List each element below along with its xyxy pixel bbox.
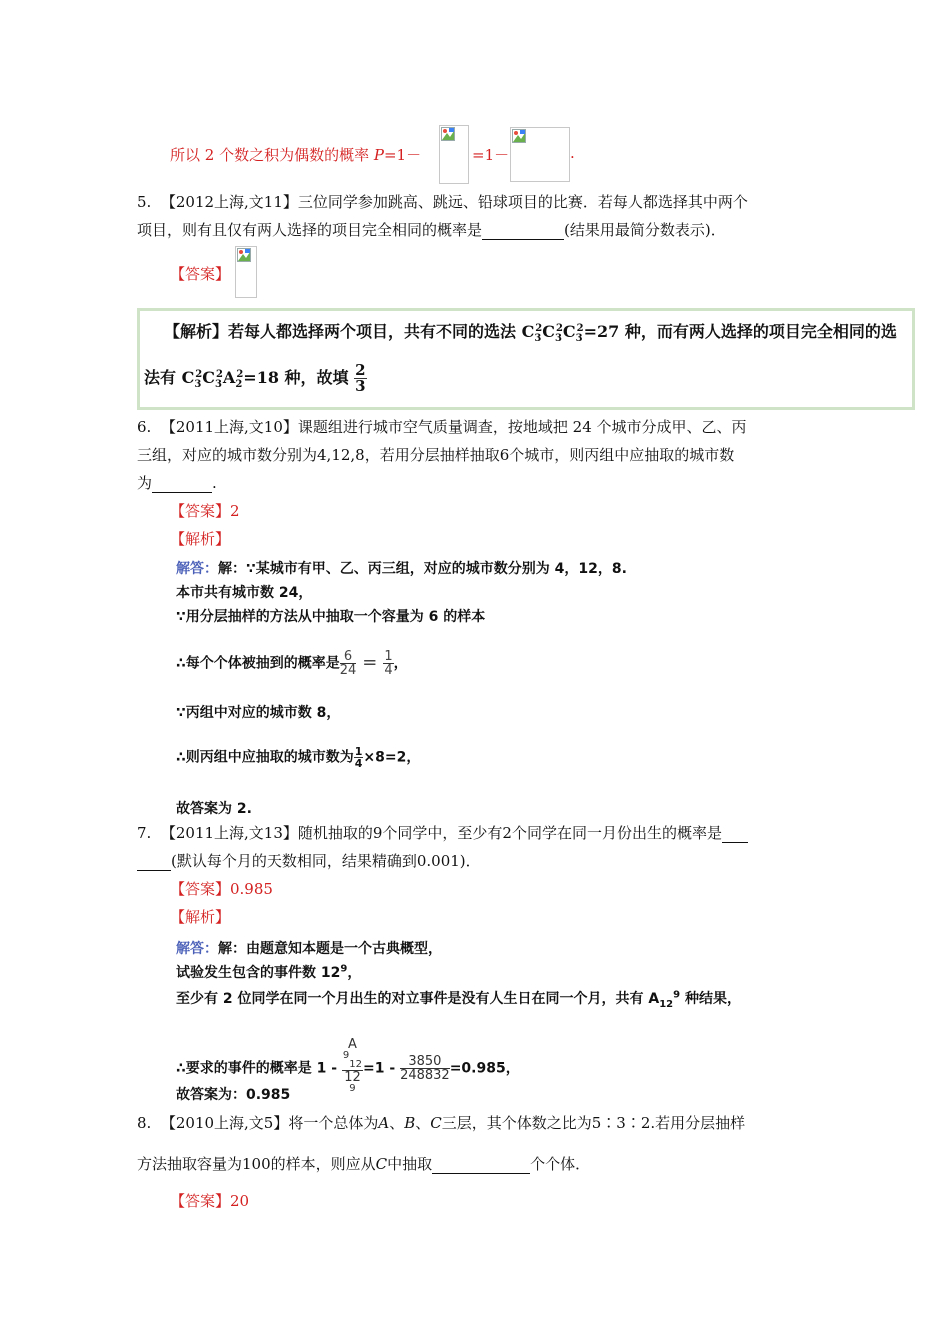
analysis-text: 【解析】若每人都选择两个项目，共有不同的选法 — [164, 322, 522, 341]
solution-text: ， — [347, 965, 362, 981]
fraction-numerator: 1 — [354, 745, 363, 758]
combination-expr: $C_3^2C_3^2C_3^2$ — [521, 322, 584, 345]
question-6-line2: 三组，对应的城市数分别为4,12,8，若用分层抽样抽取6个城市，则丙组中应抽取的城市数 — [137, 446, 735, 464]
superscript: 9 — [349, 1082, 356, 1094]
solution-text: =1 - — [363, 1060, 396, 1077]
fraction-denominator: 3 — [355, 377, 366, 395]
analysis-box — [137, 308, 915, 410]
question-text: 【2010上海,文5】将一个总体为 — [160, 1114, 379, 1132]
question-text: 中抽取 — [387, 1155, 433, 1173]
subscript: 12 — [349, 1058, 363, 1070]
answer: 【答案】2 — [170, 502, 240, 520]
question-8-line2 — [137, 1153, 590, 1174]
superscript: 9 — [673, 989, 681, 1001]
question-6-line1 — [137, 416, 747, 437]
fraction-denominator — [342, 1071, 363, 1099]
variable-p: P — [373, 146, 384, 164]
analysis-line2 — [144, 363, 367, 394]
question-number: 7. — [137, 824, 152, 842]
question-text: 【2012上海,文11】三位同学参加跳高、跳远、铅球项目的比赛．若每人都选择其中两个 — [160, 193, 748, 211]
q7-solution-line1 — [176, 938, 442, 958]
question-text: 【2011上海,文13】随机抽取的9个同学中，至少有2个同学在同一月份出生的概率是 — [160, 824, 722, 842]
solution-text: ×8=2， — [363, 749, 421, 766]
answer-blank — [482, 221, 564, 240]
question-text: 项目，则有且仅有两人选择的项目完全相同的概率是 — [137, 221, 483, 239]
q6-solution-line4 — [176, 650, 408, 677]
analysis-text: =18 种，故填 — [243, 368, 355, 387]
analysis-line1 — [164, 319, 897, 344]
variable: B — [404, 1114, 416, 1132]
question-text: 为 — [137, 474, 153, 492]
answer: 【答案】0.985 — [170, 880, 273, 898]
variable: C — [430, 1114, 442, 1132]
fraction-numerator — [342, 1038, 363, 1071]
question-text: 、 — [389, 1114, 405, 1132]
solution-text: 试验发生包含的事件数 12 — [176, 965, 341, 981]
question-text: 三层，其个体数之比为5∶3∶2.若用分层抽样 — [441, 1114, 746, 1132]
q6-solution-line2: 本市共有城市数 24， — [176, 585, 313, 601]
question-text: 方法抽取容量为100的样本，则应从 — [137, 1155, 376, 1173]
fraction-denominator: 24 — [339, 663, 357, 678]
fraction-denominator: 4 — [354, 757, 363, 770]
q6-solution-line1 — [176, 558, 627, 578]
q6-solution-line3: ∵用分层抽样的方法从中抽取一个容量为 6 的样本 — [176, 609, 486, 625]
subscript: 12 — [659, 998, 674, 1010]
fraction-denominator: 4 — [384, 663, 393, 678]
question-number: 6. — [137, 418, 152, 436]
q6-solution-line6 — [176, 746, 420, 769]
solution-text: 种结果， — [680, 991, 741, 1007]
answer-label: 【答案】 — [170, 265, 231, 283]
solution-text: ∴则丙组中应抽取的城市数为 — [176, 749, 354, 766]
period: . — [570, 144, 575, 162]
solution-text: 至少有 2 位同学在同一个月出生的对立事件是没有人生日在同一个月，共有 A — [176, 991, 660, 1007]
question-text: (默认每个月的天数相同，结果精确到0.001)． — [171, 852, 481, 870]
fraction — [354, 363, 366, 394]
line-text: 所以 2 个数之积为偶数的概率 — [170, 146, 374, 164]
question-7-line1 — [137, 822, 748, 843]
fraction — [342, 1038, 363, 1099]
question-8-line1 — [137, 1112, 745, 1133]
analysis-text: =27 种，而有两人选择的项目完全相同的选 — [583, 322, 897, 341]
question-number: 5. — [137, 193, 152, 211]
q6-solution-line5: ∵丙组中对应的城市数 8， — [176, 705, 341, 721]
solution-text: ∴要求的事件的概率是 1 - — [176, 1060, 338, 1077]
probability-eq: =1－ — [472, 146, 510, 164]
question-5-line2 — [137, 219, 726, 240]
answer: 【答案】20 — [170, 1192, 250, 1210]
fraction — [400, 1055, 450, 1082]
answer-blank — [432, 1155, 530, 1174]
question-7-line2 — [137, 850, 481, 871]
q7-solution-line5: 故答案为：0.985 — [176, 1087, 291, 1103]
fraction-denominator: 248832 — [400, 1068, 450, 1084]
analysis-text: 法有 — [144, 368, 182, 387]
q6-solution-line7: 故答案为 2. — [176, 801, 252, 817]
question-text: 【2011上海,文10】课题组进行城市空气质量调查，按地域把 24 个城市分成甲、乙、丙 — [160, 418, 747, 436]
probability-line — [170, 144, 421, 165]
superscript: 9 — [340, 963, 348, 975]
fraction — [383, 650, 393, 677]
q7-solution-line3 — [176, 988, 741, 1010]
fraction-numerator-text: A — [348, 1037, 357, 1052]
fraction-denominator-text: 12 — [344, 1069, 361, 1085]
solution-label: 解答： — [176, 941, 218, 957]
broken-image-icon — [510, 127, 570, 182]
answer-blank — [722, 824, 748, 843]
question-number: 8. — [137, 1114, 152, 1132]
question-text: . — [212, 474, 217, 492]
solution-label: 解答： — [176, 561, 218, 577]
fraction — [354, 746, 364, 769]
q7-solution-line2 — [176, 962, 361, 982]
arrangement-expr: $C_3^2C_3^2A_2^2$ — [181, 368, 244, 391]
question-text: (结果用最简分数表示)． — [564, 221, 726, 239]
fraction-numerator: 3850 — [400, 1055, 450, 1069]
superscript: 9 — [342, 1050, 350, 1061]
answer-blank — [137, 852, 171, 871]
question-5-line1 — [137, 191, 748, 212]
solution-text: 解：∵某城市有甲、乙、丙三组，对应的城市数分别为 4，12，8. — [218, 561, 627, 577]
line-text: =1－ — [383, 146, 422, 164]
equals-sign: = — [362, 651, 378, 673]
fraction-numerator: 2 — [355, 361, 366, 379]
solution-text: ∴每个个体被抽到的概率是 — [176, 655, 340, 672]
variable: C — [375, 1155, 388, 1173]
analysis-label: 【解析】 — [170, 908, 231, 926]
solution-text: 解：由题意知本题是一个古典概型， — [218, 941, 442, 957]
answer-blank — [152, 474, 212, 493]
variable: A — [378, 1114, 390, 1132]
fraction-numerator: 1 — [384, 649, 393, 664]
analysis-label: 【解析】 — [170, 530, 231, 548]
solution-text: =0.985， — [449, 1060, 520, 1077]
broken-image-icon — [235, 246, 257, 298]
question-text: 个个体． — [530, 1155, 591, 1173]
fraction — [340, 650, 357, 677]
solution-text: ， — [393, 655, 408, 672]
question-6-line3 — [137, 472, 217, 493]
broken-image-icon — [439, 125, 469, 184]
fraction-numerator: 6 — [340, 650, 357, 664]
question-text: 、 — [415, 1114, 431, 1132]
